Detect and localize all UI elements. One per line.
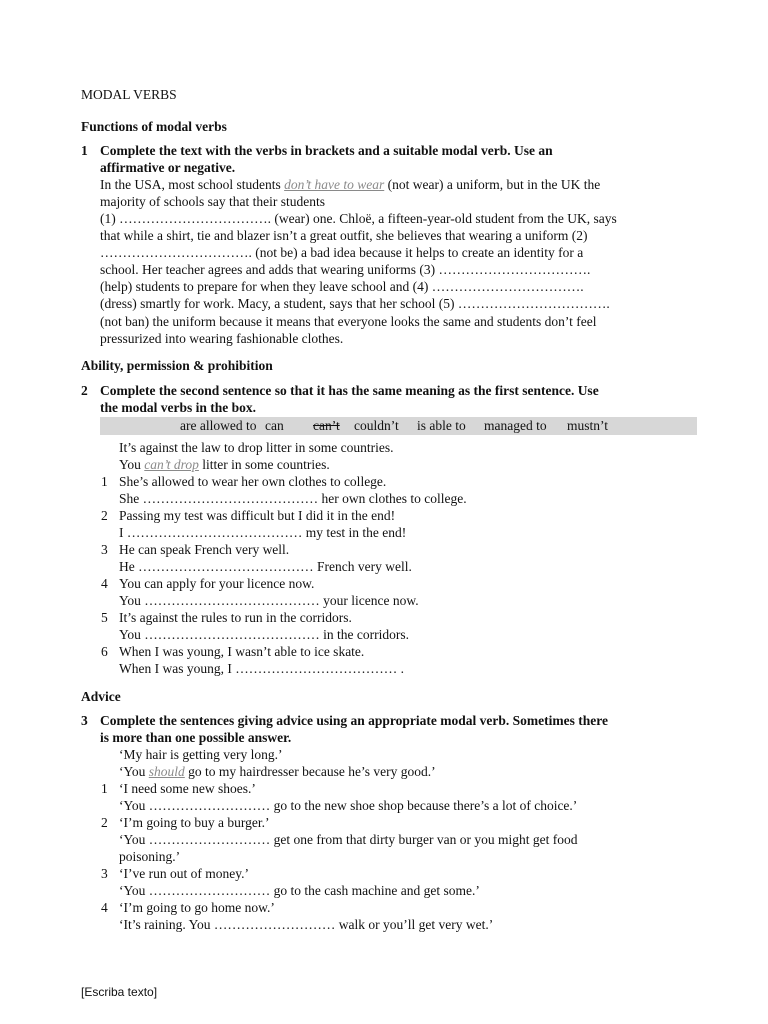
item-number: 3 — [101, 542, 108, 557]
section2-heading: Ability, permission & prohibition — [81, 358, 273, 373]
section3-heading: Advice — [81, 689, 121, 704]
item-question: He can speak French very well. — [119, 542, 290, 557]
word-box-item: can — [265, 418, 284, 433]
text: In the USA, most school students — [100, 177, 285, 192]
item-question: ‘I’ve run out of money.’ — [119, 866, 249, 881]
section1-heading: Functions of modal verbs — [81, 119, 227, 134]
item-answer: You ………………………………… in the corridors. — [119, 627, 409, 642]
section1-line: majority of schools say that their students — [100, 194, 325, 209]
item-number: 2 — [101, 815, 108, 830]
item-answer: You ………………………………… your licence now. — [119, 593, 419, 608]
word-box — [100, 417, 697, 435]
item-question: She’s allowed to wear her own clothes to college. — [119, 474, 387, 489]
example-answer: should — [148, 764, 185, 779]
section2-number: 2 — [81, 383, 88, 398]
item-question: When I was young, I wasn’t able to ice skate. — [119, 644, 365, 659]
item-answer: ‘It’s raining. You ……………………… walk or you’ll get very wet.’ — [119, 917, 494, 932]
page-title: MODAL VERBS — [81, 87, 177, 102]
text: ‘You — [119, 764, 149, 779]
item-number: 5 — [101, 610, 108, 625]
item-number: 1 — [101, 474, 108, 489]
section2-instruction-2: the modal verbs in the box. — [100, 400, 257, 415]
word-box-item: are allowed to — [180, 418, 257, 433]
page-footer: [Escriba texto] — [81, 985, 158, 999]
item-number: 3 — [101, 866, 108, 881]
item-number: 4 — [101, 576, 108, 591]
item-question: You can apply for your licence now. — [119, 576, 315, 591]
item-number: 6 — [101, 644, 108, 659]
text: litter in some countries. — [198, 457, 330, 472]
section1-line — [100, 176, 600, 193]
section1-instruction: Complete the text with the verbs in brackets and a suitable modal verb. Use an — [100, 143, 553, 158]
item-answer: ‘You ……………………… go to the cash machine and get some.’ — [119, 883, 480, 898]
text: go to my hairdresser because he’s very good.’ — [184, 764, 436, 779]
item-question: ‘I’m going to go home now.’ — [119, 900, 275, 915]
section1-line: (not ban) the uniform because it means that everyone looks the same and students don’t feel — [100, 314, 597, 329]
section1-line: school. Her teacher agrees and adds that wearing uniforms (3) ……………………………. — [100, 262, 591, 277]
item-question: Passing my test was difficult but I did it in the end! — [119, 508, 396, 523]
example-answer-line — [119, 456, 330, 473]
section1-line: ……………………………. (not be) a bad idea because it helps to create an identity for a — [100, 245, 584, 260]
item-answer: When I was young, I ……………………………… . — [119, 661, 404, 676]
section3-instruction: Complete the sentences giving advice using an appropriate modal verb. Sometimes there — [100, 713, 608, 728]
section1-instruction-2: affirmative or negative. — [100, 160, 236, 175]
section1-line: pressurized into wearing fashionable clothes. — [100, 331, 344, 346]
section1-line: (dress) smartly for work. Macy, a student, says that her school (5) ……………………………. — [100, 296, 610, 311]
item-number: 4 — [101, 900, 108, 915]
word-box-item: is able to — [417, 418, 466, 433]
item-number: 1 — [101, 781, 108, 796]
example-answer: can’t drop — [144, 457, 199, 472]
example-answer: don’t have to wear — [284, 177, 385, 192]
section1-line: (help) students to prepare for when they leave school and (4) ……………………………. — [100, 279, 584, 294]
section3-instruction-2: is more than one possible answer. — [100, 730, 292, 745]
word-box-item: couldn’t — [354, 418, 399, 433]
example-answer-line — [119, 763, 436, 780]
item-answer: He ………………………………… French very well. — [119, 559, 412, 574]
item-answer-continued: poisoning.’ — [119, 849, 181, 864]
item-answer: ‘You ……………………… get one from that dirty burger van or you might get food — [119, 832, 578, 847]
word-box-item: mustn’t — [567, 418, 609, 433]
item-question: ‘I need some new shoes.’ — [119, 781, 256, 796]
word-box-item-crossed: can’t — [313, 418, 340, 433]
section3-number: 3 — [81, 713, 88, 728]
item-answer: I ………………………………… my test in the end! — [119, 525, 407, 540]
word-box-item: managed to — [484, 418, 547, 433]
item-question: It’s against the rules to run in the corridors. — [119, 610, 352, 625]
text: You — [119, 457, 145, 472]
item-answer: ‘You ……………………… go to the new shoe shop because there’s a lot of choice.’ — [119, 798, 578, 813]
item-number: 2 — [101, 508, 108, 523]
section1-line: (1) ……………………………. (wear) one. Chloë, a fifteen-year-old student from the UK, says — [100, 211, 617, 226]
section1-number: 1 — [81, 143, 88, 158]
example-question: It’s against the law to drop litter in some countries. — [119, 440, 394, 455]
text: (not wear) a uniform, but in the UK the — [384, 177, 601, 192]
section1-line: that while a shirt, tie and blazer isn’t a great outfit, she believes that wearing a uniform (2) — [100, 228, 588, 243]
item-answer: She ………………………………… her own clothes to college. — [119, 491, 467, 506]
item-question: ‘I’m going to buy a burger.’ — [119, 815, 270, 830]
section2-instruction: Complete the second sentence so that it has the same meaning as the first sentence. Use — [100, 383, 599, 398]
example-question: ‘My hair is getting very long.’ — [119, 747, 283, 762]
